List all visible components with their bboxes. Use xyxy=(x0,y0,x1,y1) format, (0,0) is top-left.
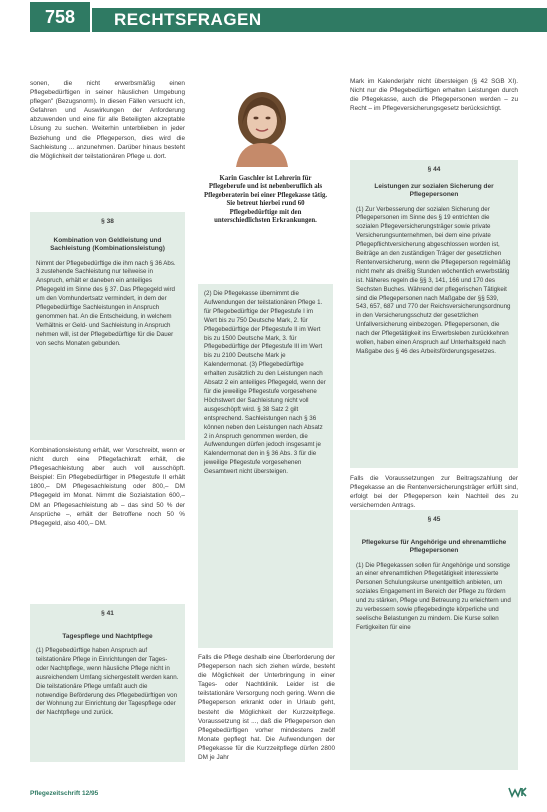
section-44-text: (1) Zur Verbesserung der sozialen Sicherung der Pflegepersonen im Sinne des § 19 entrichten die sozialen Pflegeversicherungsträger sowie private Versicherungsunternehmen, bei dem eine private Pflegepflichtversicherung abgeschlossen worden ist, Beiträge an den zuständigen Träger der gesetzlichen Rentenversicherung, wenn die Pflegeperson regelmäßig nicht mehr als dreißig Stunden wöchentlich erwerbstätig ist. Näheres regeln die §§ 3, 141, 166 und 170 des Sechsten Buches. Während der pflegerischen Tätigkeit sind die Pflegepersonen nach Maßgabe der §§ 539, 543, 657, 687 und 770 der Reichsversicherungsordnung in den Versicherungsschutz der gesetzlichen Unfallversicherung einbezogen. Pflegepersonen, die nach der Pflegetätigkeit ins Erwerbsleben zurückkehren wollen, haben einen Anspruch auf Unterhaltsgeld nach Maßgabe des § 46 des Arbeitsförderungsgesetzes. xyxy=(356,205,511,355)
photo-caption: Karin Gaschler ist Lehrerin für Pflegeberufe und ist nebenberuflich als Pflegeberaterin bei einer Pflegekasse tätig. Sie betreut hierbei rund 60 Pflegebedürftige mit den unterschiedlichsten Erkrankungen. xyxy=(203,175,328,225)
middle-lower xyxy=(198,653,335,762)
section-41-box xyxy=(30,604,185,762)
left-example xyxy=(30,446,185,528)
page-header xyxy=(0,0,547,36)
section-41-number: § 41 xyxy=(101,610,114,617)
section-41-heading: Tagespflege und Nachtpflege xyxy=(62,632,153,640)
section-38-number: § 38 xyxy=(101,218,114,225)
right-intro xyxy=(350,77,518,113)
left-example-text: Kombinationsleistung erhält, wer Vorschreibt, wenn er nicht durch eine Pflegefachkraft erhält, die Pflegesachleistung aber auch voll ausschöpft. Beispiel: Ein Pflegebedürftiger in Pflegestufe II erhält 1800,– DM Pflegesachleistung oder 800,– DM Pflegegeld im Monat. Nimmt die Sozialstation 600,– DM an Pflegesachleistung ab – das sind 50 % der Ansprüche –, erhält der Betroffene noch 50 % Pflegegeld, also 400,– DM. xyxy=(30,447,185,527)
right-middle xyxy=(350,474,518,510)
section-45-text: (1) Die Pflegekassen sollen für Angehörige und sonstige an einer ehrenamtlichen Pflegetätigkeit interessierte Personen Schulungskurse unentgeltlich anbieten, um soziales Engagement im Bereich der Pflege zu fördern und zu stärken, Pflege und Betreuung zu erleichtern und zu verbessern sowie pflegebedingte körperliche und seelische Belastungen zu mindern. Die Kurse sollen Fertigkeiten für eine xyxy=(356,561,511,631)
page-number: 758 xyxy=(30,2,90,32)
left-intro-text: sonen, die nicht erwerbsmäßig einen Pflegebedürftigen in seiner häuslichen Umgebung pflegen" (Bezugsnorm). In diesen Fällen versucht ich, Gefahren und Auswirkungen der Anforderung abzuwenden und eine für alle Beteiligten akzeptable Lösung zu suchen. Weiterhin unterblieben in jeder Beziehung und die Pflegeperson, dies wird die Sachleistung ... anzunehmen. Darüber hinaus besteht die Möglichkeit der teilstationären Pflege u. dort. xyxy=(30,80,185,160)
section-38-heading: Kombination von Geldleistung und Sachleistung (Kombinationsleistung) xyxy=(50,236,165,252)
right-intro-text: Mark im Kalenderjahr nicht übersteigen (§ 42 SGB XI). Nicht nur die Pflegebedürftigen erhalten Leistungen durch die Pflegekasse, auch die Pflegepersonen werden – zu Recht – im Pflegeversicherungsgesetz berücksichtigt. xyxy=(350,78,518,113)
section-45-heading: Pflegekurse für Angehörige und ehrenamtliche Pflegepersonen xyxy=(361,538,507,554)
section-38-text: Nimmt der Pflegebedürftige die ihm nach § 36 Abs. 3 zustehende Sachleistung nur teilweise in Anspruch, erhält er daneben ein anteiliges Pflegegeld im Sinne des § 37. Das Pflegegeld wird um den Vomhundertsatz vermindert, in dem der Pflegebedürftige Sachleistungen in Anspruch genommen hat. An die Entscheidung, in welchem Verhältnis er Geld- und Sachleistung in Anspruch nehmen will, ist der Pflegebedürftige für die Dauer von sechs Monaten gebunden. xyxy=(36,259,176,347)
section-45-number: § 45 xyxy=(427,516,441,523)
left-intro xyxy=(30,79,185,161)
journal-footer: Pflegezeitschrift 12/95 xyxy=(30,790,99,797)
section-44-number: § 44 xyxy=(427,166,441,173)
section-45-box xyxy=(350,510,518,770)
section-44-box xyxy=(350,160,518,468)
publisher-logo-icon xyxy=(508,786,528,798)
right-middle-text: Falls die Voraussetzungen zur Beitragszahlung der Pflegekasse an die Rentenversicherungsträger erfüllt sind, erfolgt bei der Pflegeperson kein Nachteil des zu versichernden Antrags. xyxy=(350,475,518,510)
middle-lower-text: Falls die Pflege deshalb eine Überforderung der Pflegeperson nach sich ziehen würde, besteht die Möglichkeit der Unterbringung in einer Tages- oder Nachtklinik. Leider ist die teilstationäre Versorgung noch gering. Wenn die Pflegeperson erkrankt oder in Urlaub geht, besteht die Möglichkeit der Kurzzeitpflege. Voraussetzung ist ..., daß die Pflegeperson den Pflegebedürftigen vorher mindestens zwölf Monate gepflegt hat. Die Aufwendungen der Pflegekasse für die Kurzzeitpflege dürfen 2800 DM je Jahr xyxy=(198,654,335,762)
section-title: RECHTSFRAGEN xyxy=(92,8,547,32)
middle-box-text: (2) Die Pflegekasse übernimmt die Aufwendungen der teilstationären Pflege 1. für Pflegebedürftige der Pflegestufe I im Wert bis zu 750 Deutsche Mark, 2. für Pflegebedürftige der Pflegestufe II im Wert bis zu 1500 Deutsche Mark, 3. für Pflegebedürftige der Pflegestufe III im Wert bis zu 2100 Deutsche Mark je Kalendermonat. (3) Pflegebedürftige erhalten zusätzlich zu den Leistungen nach Absatz 2 ein anteiliges Pflegegeld, wenn der für die jeweilige Pflegestufe vorgesehene Höchstwert der Sachleistung nicht voll ausgeschöpft wird. § 38 Satz 2 gilt entsprechend. Sachleistungen nach § 36 können neben den Leistungen nach Absatz 2 in Anspruch genommen werden, die Aufwendungen dürfen jedoch insgesamt je Kalendermonat den in § 36 Abs. 3 für die jeweilige Pflegestufe vorgesehenen Gesamtwert nicht übersteigen. xyxy=(204,290,326,476)
section-44-heading: Leistungen zur sozialen Sicherung der Pflegepersonen xyxy=(374,182,494,198)
section-41-text: (1) Pflegebedürftige haben Anspruch auf teilstationäre Pflege in Einrichtungen der Tages- oder Nachtpflege, wenn häusliche Pflege nicht in ausreichendem Umfang sichergestellt werden kann. Die teilstationäre Pflege umfaßt auch die notwendige Beförderung des Pflegebedürftigen von der Wohnung zur Einrichtung der Tagespflege oder der Nachtpflege und zurück. xyxy=(36,647,179,717)
middle-quote-box xyxy=(198,284,333,648)
portrait-photo xyxy=(222,85,302,167)
section-38-box xyxy=(30,212,185,440)
